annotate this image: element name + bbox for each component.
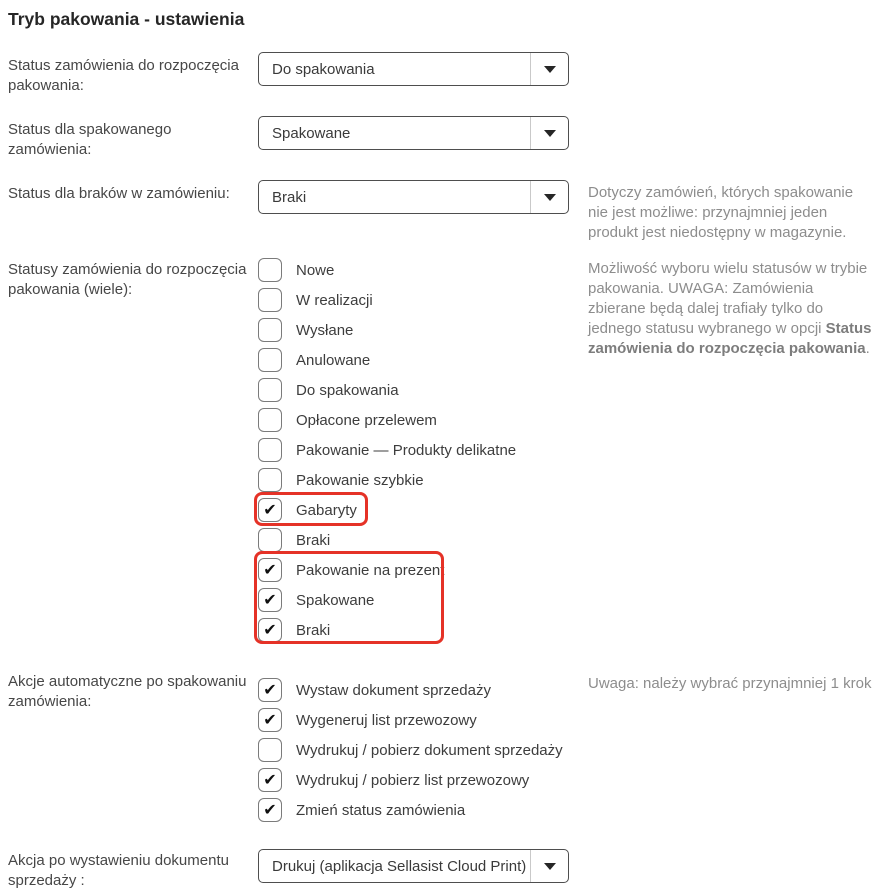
checkbox-unchecked[interactable] [258,348,282,372]
help-text-part: Możliwość wyboru wielu statusów w trybie pakowania. UWAGA: Zamówienia zbierane będą dalej trafiały tylko do jednego statusu wybranego w opcji [588,260,868,337]
checkbox-label[interactable]: Nowe [296,261,335,279]
checkbox-item [258,798,563,822]
label-multi-statuses: Statusy zamówienia do rozpoczęcia pakowania (wiele): [8,261,247,298]
checkbox-item [258,288,516,312]
checkbox-item [258,528,516,552]
checkbox-label[interactable]: Wydrukuj / pobierz list przewozowy [296,771,530,789]
check-icon: ✔ [263,560,277,579]
checkbox-item [258,438,516,462]
checkbox-checked[interactable] [258,708,282,732]
checkbox-label[interactable]: Wysłane [296,321,354,339]
checkbox-label[interactable]: Zmień status zamówienia [296,801,466,819]
checkbox-item [258,588,516,612]
dropdown-arrow-button[interactable] [530,117,568,149]
help-text-part: . [865,340,870,357]
checkbox-item [258,708,563,732]
checkbox-item [258,738,563,762]
auto-actions-checklist [258,678,563,828]
checkbox-unchecked[interactable] [258,378,282,402]
chevron-down-icon [544,863,556,870]
checkbox-label[interactable]: Do spakowania [296,381,399,399]
checkbox-label[interactable]: Pakowanie szybkie [296,471,424,489]
checkbox-label[interactable]: Wystaw dokument sprzedaży [296,681,491,699]
checkbox-checked[interactable] [258,618,282,642]
checkbox-label[interactable]: Pakowanie na prezent [296,561,445,579]
checkbox-unchecked[interactable] [258,438,282,462]
page-title: Tryb pakowania - ustawienia [8,9,245,29]
check-icon: ✔ [263,710,277,729]
checkbox-checked[interactable] [258,588,282,612]
check-icon: ✔ [263,680,277,699]
checkbox-label[interactable]: Spakowane [296,591,375,609]
checkbox-item [258,618,516,642]
checkbox-label[interactable]: W realizacji [296,291,373,309]
check-icon: ✔ [263,800,277,819]
checkbox-unchecked[interactable] [258,738,282,762]
label-shortage-status: Status dla braków w zamówieniu: [8,185,230,202]
checkbox-item [258,408,516,432]
checkbox-unchecked[interactable] [258,258,282,282]
checkbox-label[interactable]: Anulowane [296,351,371,369]
checkbox-unchecked[interactable] [258,468,282,492]
check-icon: ✔ [263,770,277,789]
after-document-select[interactable] [258,849,569,883]
chevron-down-icon [544,66,556,73]
checkbox-unchecked[interactable] [258,408,282,432]
checkbox-item [258,258,516,282]
help-multi-statuses [588,259,872,359]
check-icon: ✔ [263,590,277,609]
label-auto-actions: Akcje automatyczne po spakowaniu zamówienia: [8,673,247,710]
checkbox-checked[interactable] [258,678,282,702]
help-text-bold: Status zamówienia do rozpoczęcia pakowania [588,320,872,357]
dropdown-arrow-button[interactable] [530,181,568,213]
chevron-down-icon [544,130,556,137]
checkbox-checked[interactable] [258,558,282,582]
checkbox-unchecked[interactable] [258,318,282,342]
select-value: Spakowane [272,124,351,142]
checkbox-label[interactable]: Wygeneruj list przewozowy [296,711,477,729]
help-auto-actions: Uwaga: należy wybrać przynajmniej 1 krok [588,675,872,692]
checkbox-item [258,498,516,522]
checkbox-label[interactable]: Gabaryty [296,501,357,519]
checkbox-item [258,558,516,582]
checkbox-label[interactable]: Opłacone przelewem [296,411,437,429]
checkbox-item [258,768,563,792]
checkbox-item [258,468,516,492]
help-shortage-status: Dotyczy zamówień, których spakowanie nie jest możliwe: przynajmniej jeden produkt jest niedostępny w magazynie. [588,184,854,241]
label-start-status: Status zamówienia do rozpoczęcia pakowania: [8,57,239,94]
shortage-status-select[interactable] [258,180,569,214]
select-value: Do spakowania [272,60,375,78]
checkbox-unchecked[interactable] [258,288,282,312]
checkbox-label[interactable]: Pakowanie — Produkty delikatne [296,441,517,459]
checkbox-checked[interactable] [258,798,282,822]
checkbox-item [258,348,516,372]
checkbox-label[interactable]: Braki [296,531,331,549]
label-after-document: Akcja po wystawieniu dokumentu sprzedaży : [8,852,229,889]
select-value: Drukuj (aplikacja Sellasist Cloud Print) [272,857,527,875]
multi-statuses-checklist [258,258,516,648]
checkbox-checked[interactable] [258,498,282,522]
check-icon: ✔ [263,500,277,519]
checkbox-label[interactable]: Wydrukuj / pobierz dokument sprzedaży [296,741,563,759]
label-packed-status: Status dla spakowanego zamówienia: [8,121,172,158]
start-status-select[interactable] [258,52,569,86]
checkbox-item [258,678,563,702]
check-icon: ✔ [263,620,277,639]
select-value: Braki [272,188,307,206]
packed-status-select[interactable] [258,116,569,150]
chevron-down-icon [544,194,556,201]
dropdown-arrow-button[interactable] [530,850,568,882]
checkbox-checked[interactable] [258,768,282,792]
checkbox-label[interactable]: Braki [296,621,331,639]
checkbox-item [258,318,516,342]
checkbox-unchecked[interactable] [258,528,282,552]
dropdown-arrow-button[interactable] [530,53,568,85]
checkbox-item [258,378,516,402]
